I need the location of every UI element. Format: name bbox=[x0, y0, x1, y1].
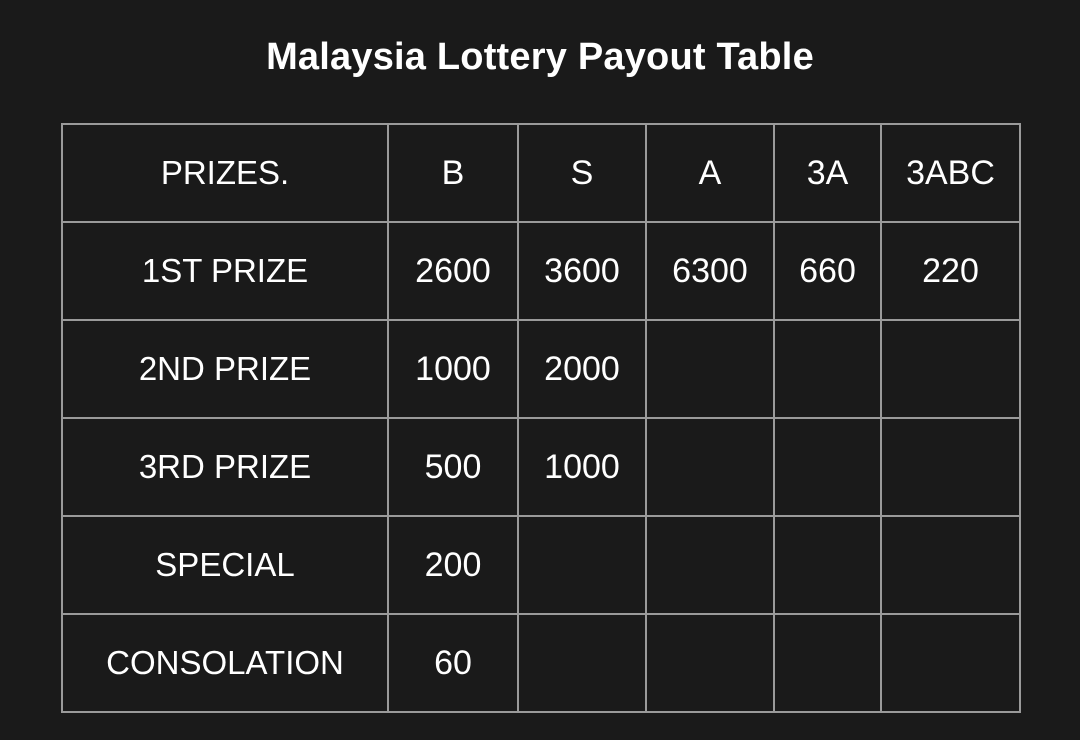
cell-special-3abc bbox=[881, 516, 1020, 614]
page-title: Malaysia Lottery Payout Table bbox=[266, 36, 814, 78]
cell-2nd-prize-3a bbox=[774, 320, 881, 418]
table-row bbox=[62, 516, 1020, 614]
cell-3rd-prize-3a bbox=[774, 418, 881, 516]
cell-consolation-3a bbox=[774, 614, 881, 712]
cell-consolation-a bbox=[646, 614, 774, 712]
cell-1st-prize-3abc: 220 bbox=[881, 222, 1020, 320]
cell-special-s bbox=[518, 516, 646, 614]
cell-special-b: 200 bbox=[388, 516, 518, 614]
row-label-consolation: CONSOLATION bbox=[62, 614, 388, 712]
column-header-prizes: PRIZES. bbox=[62, 124, 388, 222]
column-header-b: B bbox=[388, 124, 518, 222]
column-header-a: A bbox=[646, 124, 774, 222]
cell-1st-prize-s: 3600 bbox=[518, 222, 646, 320]
cell-3rd-prize-b: 500 bbox=[388, 418, 518, 516]
cell-special-a bbox=[646, 516, 774, 614]
table-row bbox=[62, 222, 1020, 320]
cell-consolation-b: 60 bbox=[388, 614, 518, 712]
column-header-s: S bbox=[518, 124, 646, 222]
table-row bbox=[62, 614, 1020, 712]
column-header-3abc: 3ABC bbox=[881, 124, 1020, 222]
payout-table bbox=[61, 123, 1021, 713]
cell-3rd-prize-s: 1000 bbox=[518, 418, 646, 516]
cell-consolation-s bbox=[518, 614, 646, 712]
cell-3rd-prize-a bbox=[646, 418, 774, 516]
table-row bbox=[62, 320, 1020, 418]
table-header-row bbox=[62, 124, 1020, 222]
cell-2nd-prize-b: 1000 bbox=[388, 320, 518, 418]
row-label-special: SPECIAL bbox=[62, 516, 388, 614]
cell-2nd-prize-s: 2000 bbox=[518, 320, 646, 418]
column-header-3a: 3A bbox=[774, 124, 881, 222]
cell-1st-prize-a: 6300 bbox=[646, 222, 774, 320]
cell-2nd-prize-a bbox=[646, 320, 774, 418]
cell-special-3a bbox=[774, 516, 881, 614]
payout-table-container bbox=[61, 123, 1019, 713]
cell-3rd-prize-3abc bbox=[881, 418, 1020, 516]
cell-1st-prize-3a: 660 bbox=[774, 222, 881, 320]
cell-1st-prize-b: 2600 bbox=[388, 222, 518, 320]
cell-consolation-3abc bbox=[881, 614, 1020, 712]
cell-2nd-prize-3abc bbox=[881, 320, 1020, 418]
row-label-3rd-prize: 3RD PRIZE bbox=[62, 418, 388, 516]
table-row bbox=[62, 418, 1020, 516]
row-label-2nd-prize: 2ND PRIZE bbox=[62, 320, 388, 418]
row-label-1st-prize: 1ST PRIZE bbox=[62, 222, 388, 320]
